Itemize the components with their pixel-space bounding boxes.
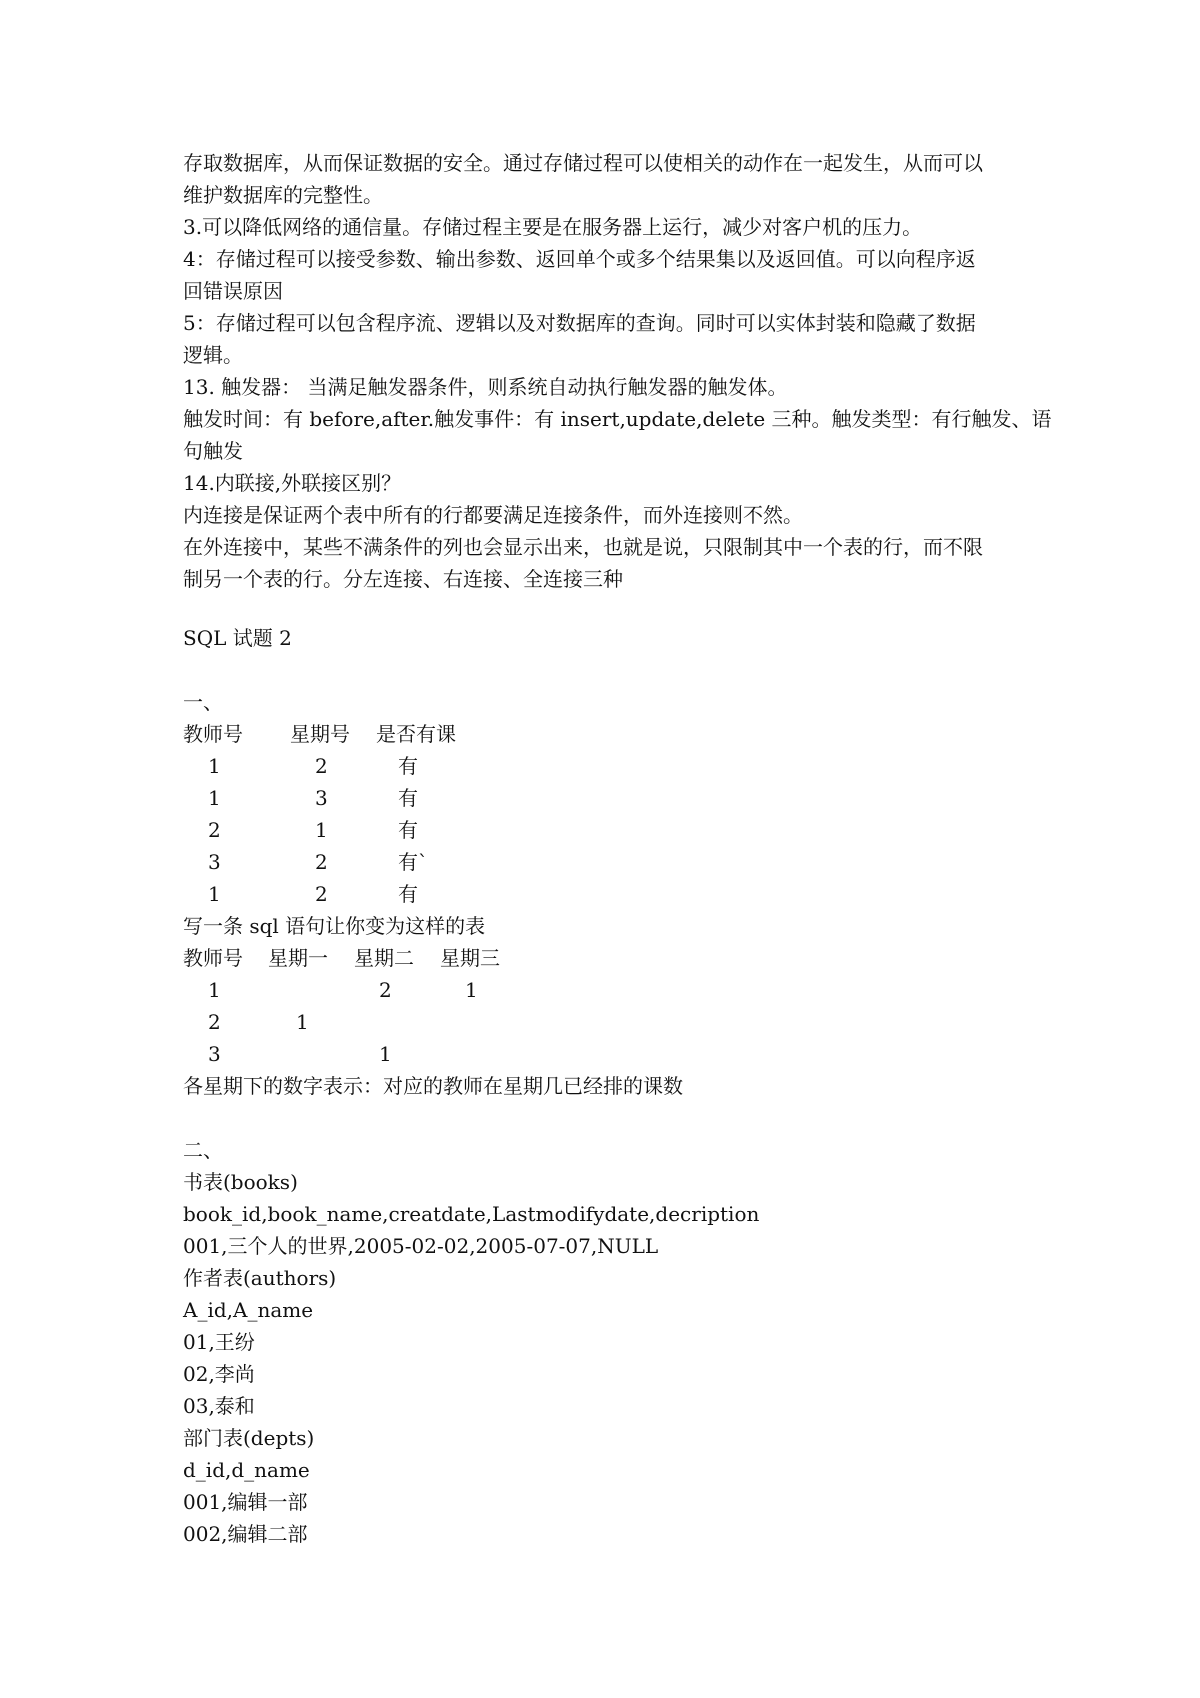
table2-cell: 1: [379, 1042, 392, 1066]
question-label: 一、: [183, 690, 223, 714]
q2-line: 002,编辑二部: [183, 1522, 308, 1546]
table2-header: 星期三: [440, 946, 500, 970]
table2-header: 星期一: [268, 946, 328, 970]
table2-cell: 3: [208, 1042, 221, 1066]
table1-cell: 2: [315, 754, 328, 778]
table2-cell: 2: [379, 978, 392, 1002]
q2-line: A_id,A_name: [183, 1298, 314, 1322]
paragraph-line: 句触发: [183, 439, 243, 463]
table2-cell: 1: [208, 978, 221, 1002]
table1-cell: 有: [398, 786, 418, 810]
paragraph-line: 3.可以降低网络的通信量。存储过程主要是在服务器上运行，减少对客户机的压力。: [183, 215, 923, 239]
table1-cell: 1: [208, 786, 221, 810]
paragraph-line: 制另一个表的行。分左连接、右连接、全连接三种: [183, 567, 623, 591]
table2-header: 星期二: [354, 946, 414, 970]
question-label: 二、: [183, 1138, 223, 1162]
table1-cell: 2: [315, 882, 328, 906]
paragraph-line: 5：存储过程可以包含程序流、逻辑以及对数据库的查询。同时可以实体封装和隐藏了数据: [183, 311, 976, 335]
paragraph-line: 维护数据库的完整性。: [183, 183, 383, 207]
table1-header: 是否有课: [376, 722, 456, 746]
q2-line: 02,李尚: [183, 1362, 255, 1386]
section-title: SQL 试题 2: [183, 626, 292, 650]
table1-cell: 有`: [398, 850, 428, 874]
table1-cell: 1: [315, 818, 328, 842]
table1-cell: 1: [208, 882, 221, 906]
paragraph-line: 存取数据库，从而保证数据的安全。通过存储过程可以使相关的动作在一起发生，从而可以: [183, 151, 983, 175]
paragraph-line: 触发时间：有 before,after.触发事件：有 insert,update,delete 三种。触发类型：有行触发、语: [183, 407, 1052, 431]
instruction-text: 写一条 sql 语句让你变为这样的表: [183, 914, 486, 938]
paragraph-line: 回错误原因: [183, 279, 283, 303]
q2-line: 部门表(depts): [183, 1426, 315, 1450]
paragraph-line: 4：存储过程可以接受参数、输出参数、返回单个或多个结果集以及返回值。可以向程序返: [183, 247, 976, 271]
table1-cell: 有: [398, 882, 418, 906]
table1-header: 星期号: [290, 722, 350, 746]
table2-cell: 1: [465, 978, 478, 1002]
table1-header: 教师号: [183, 722, 243, 746]
table1-cell: 2: [208, 818, 221, 842]
q2-line: 书表(books): [183, 1170, 298, 1194]
paragraph-line: 13. 触发器： 当满足触发器条件，则系统自动执行触发器的触发体。: [183, 375, 788, 399]
paragraph-line: 在外连接中，某些不满条件的列也会显示出来，也就是说，只限制其中一个表的行，而不限: [183, 535, 983, 559]
table1-cell: 有: [398, 818, 418, 842]
table1-cell: 2: [315, 850, 328, 874]
q2-line: d_id,d_name: [183, 1458, 310, 1482]
note-text: 各星期下的数字表示：对应的教师在星期几已经排的课数: [183, 1074, 683, 1098]
q2-line: 001,编辑一部: [183, 1490, 308, 1514]
q2-line: 作者表(authors): [183, 1266, 337, 1290]
q2-line: 01,王纷: [183, 1330, 255, 1354]
paragraph-line: 逻辑。: [183, 343, 243, 367]
table1-cell: 3: [208, 850, 221, 874]
table2-cell: 1: [296, 1010, 309, 1034]
q2-line: 001,三个人的世界,2005-02-02,2005-07-07,NULL: [183, 1234, 659, 1258]
table2-header: 教师号: [183, 946, 243, 970]
q2-line: book_id,book_name,creatdate,Lastmodifydate,decription: [183, 1202, 760, 1226]
paragraph-line: 内连接是保证两个表中所有的行都要满足连接条件，而外连接则不然。: [183, 503, 803, 527]
table1-cell: 有: [398, 754, 418, 778]
table2-cell: 2: [208, 1010, 221, 1034]
q2-line: 03,泰和: [183, 1394, 255, 1418]
paragraph-line: 14.内联接,外联接区别？: [183, 471, 402, 495]
table1-cell: 1: [208, 754, 221, 778]
table1-cell: 3: [315, 786, 328, 810]
